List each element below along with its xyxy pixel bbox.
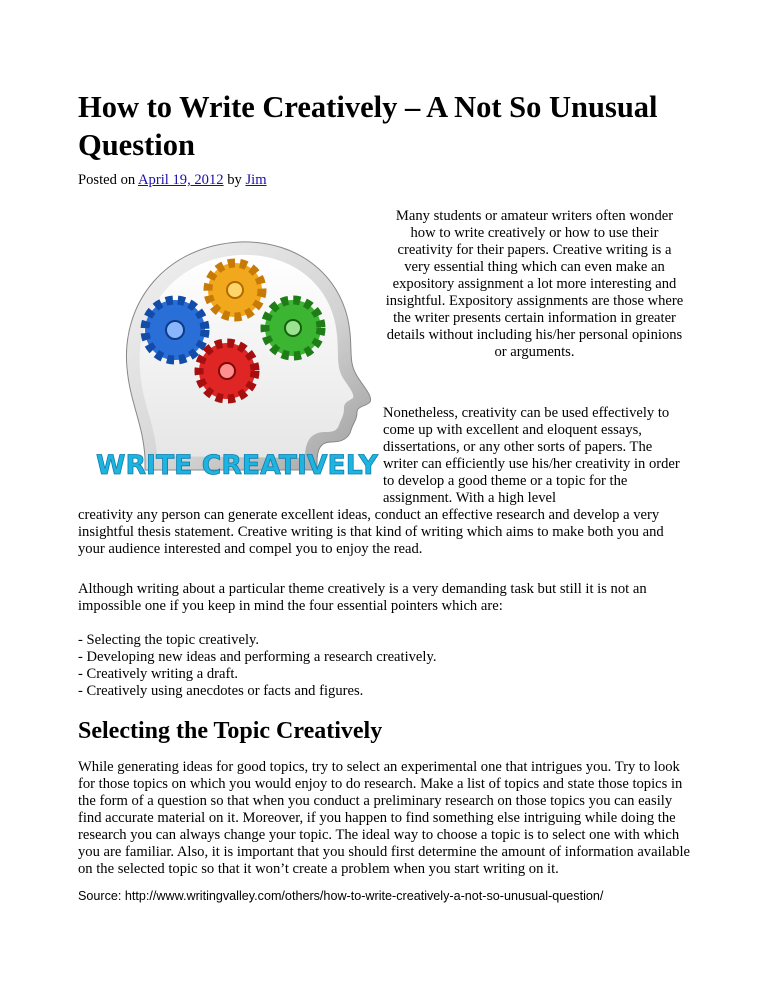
green-gear-icon bbox=[265, 300, 321, 356]
list-item: - Developing new ideas and performing a research creatively. bbox=[78, 649, 437, 665]
theme-paragraph: Although writing about a particular theme creatively is a very demanding task but still it is not an impossible one if you keep in mind the four essential pointers which are: bbox=[78, 581, 647, 614]
source-citation: Source: http://www.writingvalley.com/others/how-to-write-creatively-a-not-so-unusual-question/ bbox=[78, 889, 604, 903]
list-item: - Selecting the topic creatively. bbox=[78, 632, 259, 648]
by-label: by bbox=[227, 172, 242, 188]
list-item: - Creatively using anecdotes or facts and figures. bbox=[78, 683, 364, 699]
post-date-link[interactable]: April 19, 2012 bbox=[138, 172, 224, 188]
section-heading: Selecting the Topic Creatively bbox=[78, 718, 383, 744]
red-gear-icon bbox=[199, 343, 255, 399]
pointers-list bbox=[78, 632, 693, 700]
author-link[interactable]: Jim bbox=[245, 172, 267, 188]
section-body: While generating ideas for good topics, try to select an experimental one that intrigues you. Try to look for those topics on which you would enjoy to do research. Make a list of topics and state those topics in the form of a question so that when you conduct a preliminary research on those topics you can easily find accurate material on it. Moreover, if you happen to find something else intriguing while doing the research you can always change your topic. The ideal way to choose a topic is to select one with which you are familiar. Also, it is important that you should first determine the amount of information available on the selected topic so that it won’t create a problem when you start writing on it. bbox=[78, 759, 690, 877]
intro-paragraph: Many students or amateur writers often wonder how to write creatively or how to use their creativity for their papers. Creative writing is a very essential thing which can even make an expository assignment a lot more interesting and insightful. Expository assignments are those where the writer presents certain information in greater details without including his/her personal opinions or arguments. bbox=[385, 208, 684, 360]
page-title: How to Write Creatively – A Not So Unusual Question bbox=[78, 90, 658, 162]
creativity-paragraph-side: Nonetheless, creativity can be used effectively to come up with excellent and eloquent essays, dissertations, or any other sorts of papers. The writer can efficiently use his/her creativity in order to develop a good theme or a topic for the assignment. With a high level bbox=[383, 405, 680, 506]
post-meta bbox=[78, 171, 267, 189]
list-item: - Creatively writing a draft. bbox=[78, 666, 239, 682]
write-creatively-illustration bbox=[95, 218, 390, 488]
creativity-paragraph-continued: creativity any person can generate excellent ideas, conduct an effective research and develop a very insightful thesis statement. Creative writing is that kind of writing which aims to make both you and your audience interested and compel you to enjoy the read. bbox=[78, 507, 664, 557]
blue-gear-icon bbox=[145, 300, 205, 360]
write-creatively-art-text: WRITE CREATIVELY bbox=[96, 450, 379, 481]
posted-on-label: Posted on bbox=[78, 172, 136, 188]
orange-gear-icon bbox=[208, 263, 262, 317]
